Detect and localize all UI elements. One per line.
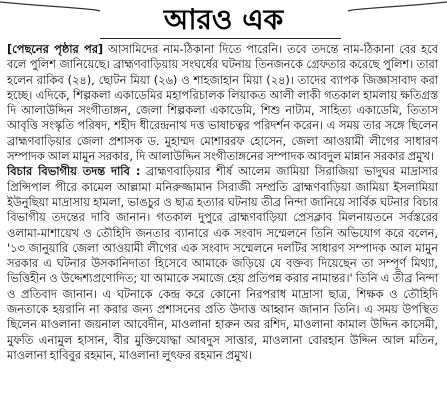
headline-divider — [100, 38, 341, 39]
article-body — [7, 42, 438, 363]
article-headline: আরও এক — [163, 3, 284, 36]
paragraph-2-text: ব্রাহ্মণবাড়িয়ার শীর্ষ আলেম জামিয়া সিরাজিয়া ভাদুঘর মাদ্রাসার প্রিন্সিপাল পীরে কামেল আল্লামা মনিরুজ্জামান সিরাজী সম্প্রতি ব্রাহ্মণবাড়িয়া জামিয়া ইসলামিয়া ইউনুছিয়া মাদ্রাসায় হামলা, ভাঙচুর ও ছাত্র হত্যার ঘটনায় তীব্র নিন্দা জানিয়ে সার্বিক ঘটনার বিচার বিভাগীয় তদন্তের দাবি জানান। গতকাল দুপুরে ব্রাহ্মণবাড়িয়া প্রেসক্লাব মিলনায়তনে সর্বস্তরের ওলামা-মাশায়েখ ও তৌহিদি জনতার ব্যানারে এক সংবাদ সম্মেলনে তিনি অভিযোগ করে বলেন, '১৩ জানুয়ারি জেলা আওয়ামী লীগের এক সংবাদ সম্মেলনে দলটির সাধারণ সম্পাদক আল মামুন সরকার এ ঘটনার উসকানিদাতা হিসেবে আমাকে জড়িয়ে যে বক্তব্য দিয়েছেন তা সম্পূর্ণ মিথ্যা, ভিত্তিহীন ও উদ্দেশ্যপ্রণোদিত; যা আমাকে সমাজে হেয় প্রতিপন্ন করার নামান্তর।' তিনি এ তীব্র নিন্দা ও প্রতিবাদ জানান। এ ঘটনাকে কেন্দ্র করে কোনো নিরপরাধ মাদ্রাসা ছাত্র, শিক্ষক ও তৌহিদি জনতাকে হয়রানি না করার জন্য প্রশাসনের প্রতি উদাত্ত আহ্বান জানান তিনি। এ সময় উপস্থিত ছিলেন মাওলানা জয়নাল আবেদীন, মাওলানা হারুন অর রশিদ, মাওলানা কামাল উদ্দিন কাসেমী, মুফতি এনামুল হাসান, বীর মুক্তিযোদ্ধা আবদুস সাত্তার, মাওলানা বোরহান উদ্দিন আল মতিন, মাওলানা হাবিবুর রহমান, মাওলানা লুৎফর রহমান প্রমুখ। — [7, 164, 438, 362]
paragraph-1 — [7, 42, 438, 164]
continued-from-back-page-label: [পেছনের পৃষ্ঠার পর] — [7, 42, 104, 56]
paragraph-1-text: আসামিদের নাম-ঠিকানা দিতে পারেনি। তবে তদন্তে নাম-ঠিকানা বের হবে বলে পুলিশ জানিয়েছে। ব্রাহ্মণবাড়িয়ায় সংঘর্ষের ঘটনায় তিনজনকে গ্রেফতার করেছে পুলিশ। তারা হলেন রাকিব (২৪), ছোটন মিয়া (২৬) ও শাহজাহান মিয়া (২৪)। তাদের ব্যাপক জিজ্ঞাসাবাদ করা হচ্ছে। এদিকে, শিল্পকলা একাডেমির মহাপরিচালক লিয়াকত আলী লাকী গতকাল হামলায় ক্ষতিগ্রস্ত দি আলাউদ্দিন সংগীতাঙ্গন, জেলা শিল্পকলা একাডেমি, শিশু নাট্যম, সাহিত্য একাডেমি, তিতাস আবৃত্তি সংস্কৃতি পরিষদ, শহীদ ধীরেন্দ্রনাথ দত্ত ভাষাচত্বর পরিদর্শন করেন। এ সময় তার সঙ্গে ছিলেন ব্রাহ্মণবাড়িয়ার জেলা প্রশাসক ড. মুহাম্মদ মোশাররফ হোসেন, জেলা আওয়ামী লীগের সাধারণ সম্পাদক আল মামুন সরকার, দি আলাউদ্দিন সংগীতাঙ্গনের সম্পাদক আবদুল মান্নান সরকার প্রমুখ। — [7, 42, 438, 164]
paragraph-2 — [7, 164, 438, 363]
judicial-inquiry-subhead: বিচার বিভাগীয় তদন্ত দাবি : — [7, 164, 141, 179]
